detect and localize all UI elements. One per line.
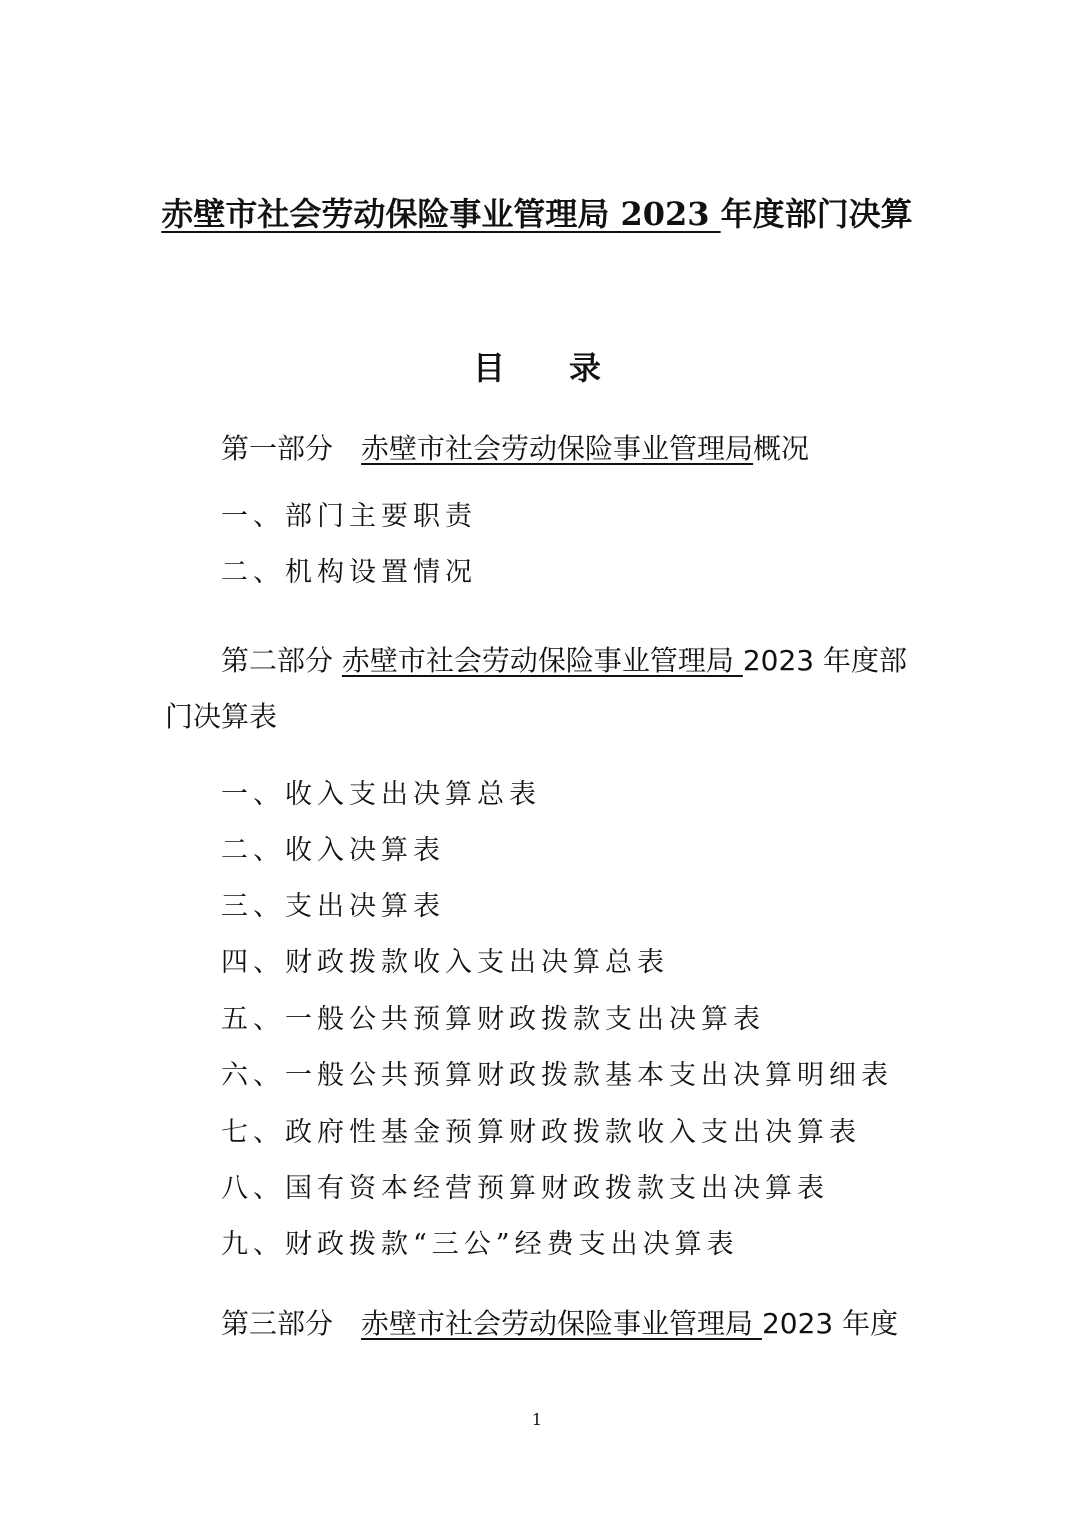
part-1-item-1: 一、部门主要职责 xyxy=(221,501,477,532)
page-number: 1 xyxy=(531,1410,543,1429)
part-3-org: 赤壁市社会劳动保险事业管理局 xyxy=(361,1307,762,1340)
toc-heading-right: 录 xyxy=(569,349,602,387)
part-1-item-2: 二、机构设置情况 xyxy=(221,557,477,588)
part-2-label: 第二部分 xyxy=(221,644,334,677)
part-1-heading xyxy=(165,421,925,477)
part-2-item-1: 一、收入支出决算总表 xyxy=(221,779,541,810)
document-title-suffix: 年度部门决算 xyxy=(720,195,913,233)
part-2-item-8: 八、国有资本经营预算财政拨款支出决算表 xyxy=(221,1173,829,1204)
part-1-org: 赤壁市社会劳动保险事业管理局 xyxy=(361,432,754,465)
part-2-org: 赤壁市社会劳动保险事业管理局 xyxy=(341,644,743,677)
document-title xyxy=(0,190,1074,238)
part-2-item-4: 四、财政拨款收入支出决算总表 xyxy=(221,947,669,978)
part-3-suffix: 2023 年度 xyxy=(761,1307,899,1340)
part-2-heading xyxy=(165,633,925,745)
part-2-item-7: 七、政府性基金预算财政拨款收入支出决算表 xyxy=(221,1117,861,1148)
part-2-item-2: 二、收入决算表 xyxy=(221,835,445,866)
part-2-item-9: 九、财政拨款“三公”经费支出决算表 xyxy=(221,1229,739,1260)
part-3-label: 第三部分 xyxy=(221,1307,334,1340)
part-1-label: 第一部分 xyxy=(221,432,334,465)
document-title-underlined: 赤壁市社会劳动保险事业管理局 2023 xyxy=(161,195,721,233)
part-2-item-3: 三、支出决算表 xyxy=(221,891,445,922)
toc-heading-left: 目 xyxy=(472,349,505,387)
part-2-suffix: 2023 年度部门决算表 xyxy=(165,644,907,733)
part-3-heading xyxy=(165,1296,925,1352)
part-2-item-5: 五、一般公共预算财政拨款支出决算表 xyxy=(221,1004,765,1035)
part-1-suffix: 概况 xyxy=(753,432,810,465)
toc-heading xyxy=(0,340,1074,396)
part-2-item-6: 六、一般公共预算财政拨款基本支出决算明细表 xyxy=(221,1060,893,1091)
